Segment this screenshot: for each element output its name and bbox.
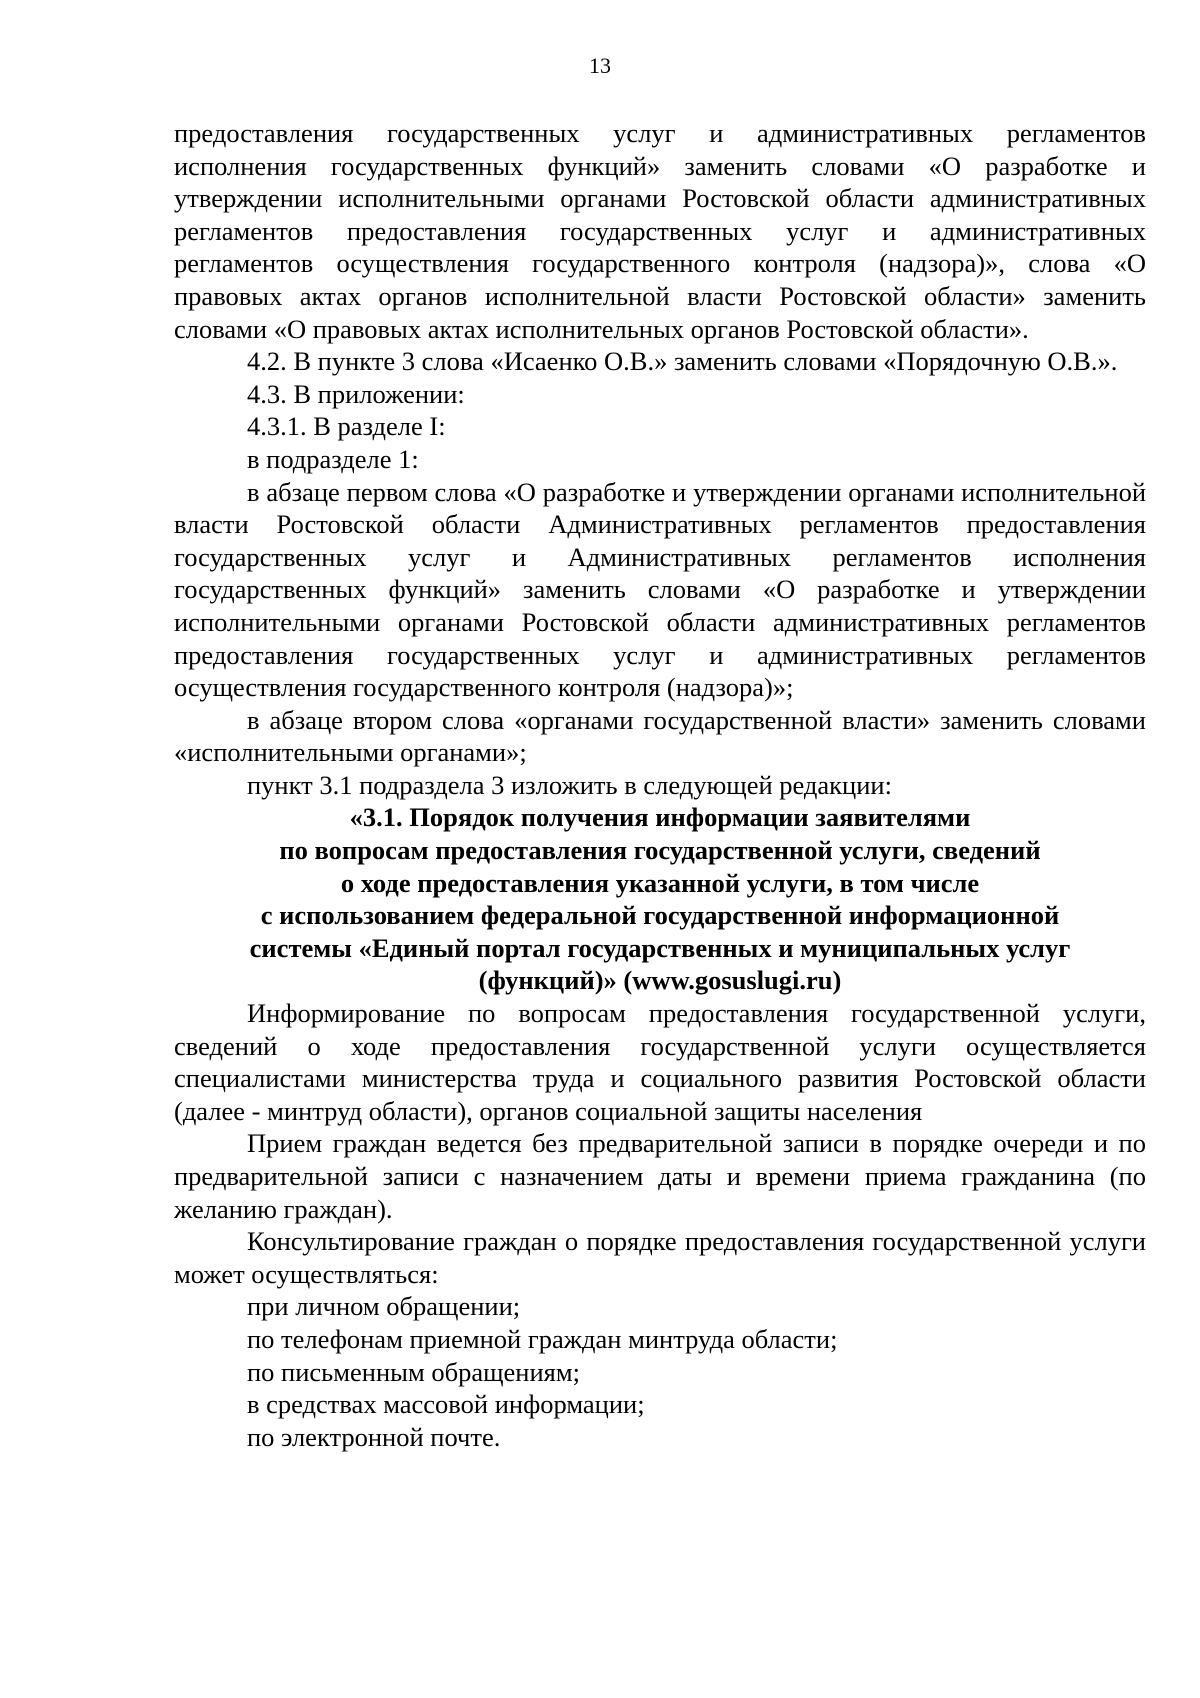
heading-line: по вопросам предоставления государственной услуги, сведений <box>279 835 1041 866</box>
page-number: 13 <box>589 53 611 78</box>
list-item: в средствах массовой информации; <box>247 1389 645 1420</box>
list-item: по электронной почте. <box>247 1421 501 1452</box>
section-heading <box>174 801 1146 997</box>
heading-line: (функций)» (www.gosuslugi.ru) <box>478 965 842 996</box>
paragraph-intro: предоставления государственных услуг и административных регламентов исполнения государственных функций» заменить словами «О разработке и утверждении исполнительными органами Ростовской области административных регламентов предоставления государственных услуг и административных регламентов осуществления государственного контроля (надзора)», слова «О правовых актах органов исполнительной власти Ростовской области» заменить словами «О правовых актах исполнительных органов Ростовской области». <box>174 118 1146 344</box>
document-body <box>174 117 1146 1453</box>
heading-line: о ходе предоставления указанной услуги, в том числе <box>340 867 980 898</box>
list-item: по письменным обращениям; <box>247 1356 580 1387</box>
heading-line: системы «Единый портал государственных и муниципальных услуг <box>249 932 1071 963</box>
paragraph-second-abzac: в абзаце втором слова «органами государственной власти» заменить словами «исполнительными органами»; <box>174 704 1146 768</box>
paragraph-informing: Информирование по вопросам предоставления государственной услуги, сведений о ходе предоставления государственной услуги осуществляется специалистами министерства труда и социального развития Ростовской области (далее - минтруд области), органов социальной защиты населения <box>174 998 1146 1126</box>
paragraph-reception: Прием граждан ведется без предварительной записи в порядке очереди и по предварительной записи с назначением даты и времени приема гражданина (по желанию граждан). <box>174 1128 1146 1224</box>
paragraph-consulting: Консультирование граждан о порядке предоставления государственной услуги может осуществляться: <box>174 1226 1146 1289</box>
paragraph-item-4-3-1: 4.3.1. В разделе I: <box>247 411 446 442</box>
heading-line: с использованием федеральной государственной информационной <box>260 900 1060 931</box>
list-item: при личном обращении; <box>247 1291 521 1322</box>
heading-line: «3.1. Порядок получения информации заявителями <box>349 802 971 833</box>
list-item: по телефонам приемной граждан минтруда области; <box>247 1323 838 1354</box>
paragraph-subsection-1: в подразделе 1: <box>247 443 419 474</box>
paragraph-point-3-1: пункт 3.1 подраздела 3 изложить в следующей редакции: <box>247 769 892 800</box>
paragraph-first-abzac: в абзаце первом слова «О разработке и утверждении органами исполнительной власти Ростовской области Административных регламентов предоставления государственных услуг и Административных регламентов исполнения государственных функций» заменить словами «О разработке и утверждении исполнительными органами Ростовской области административных регламентов предоставления государственных услуг и административных регламентов осуществления государственного контроля (надзора)»; <box>174 476 1146 703</box>
paragraph-item-4-3: 4.3. В приложении: <box>247 378 465 409</box>
paragraph-item-4-2: 4.2. В пункте 3 слова «Исаенко О.В.» заменить словами «Порядочную О.В.». <box>247 346 1118 377</box>
